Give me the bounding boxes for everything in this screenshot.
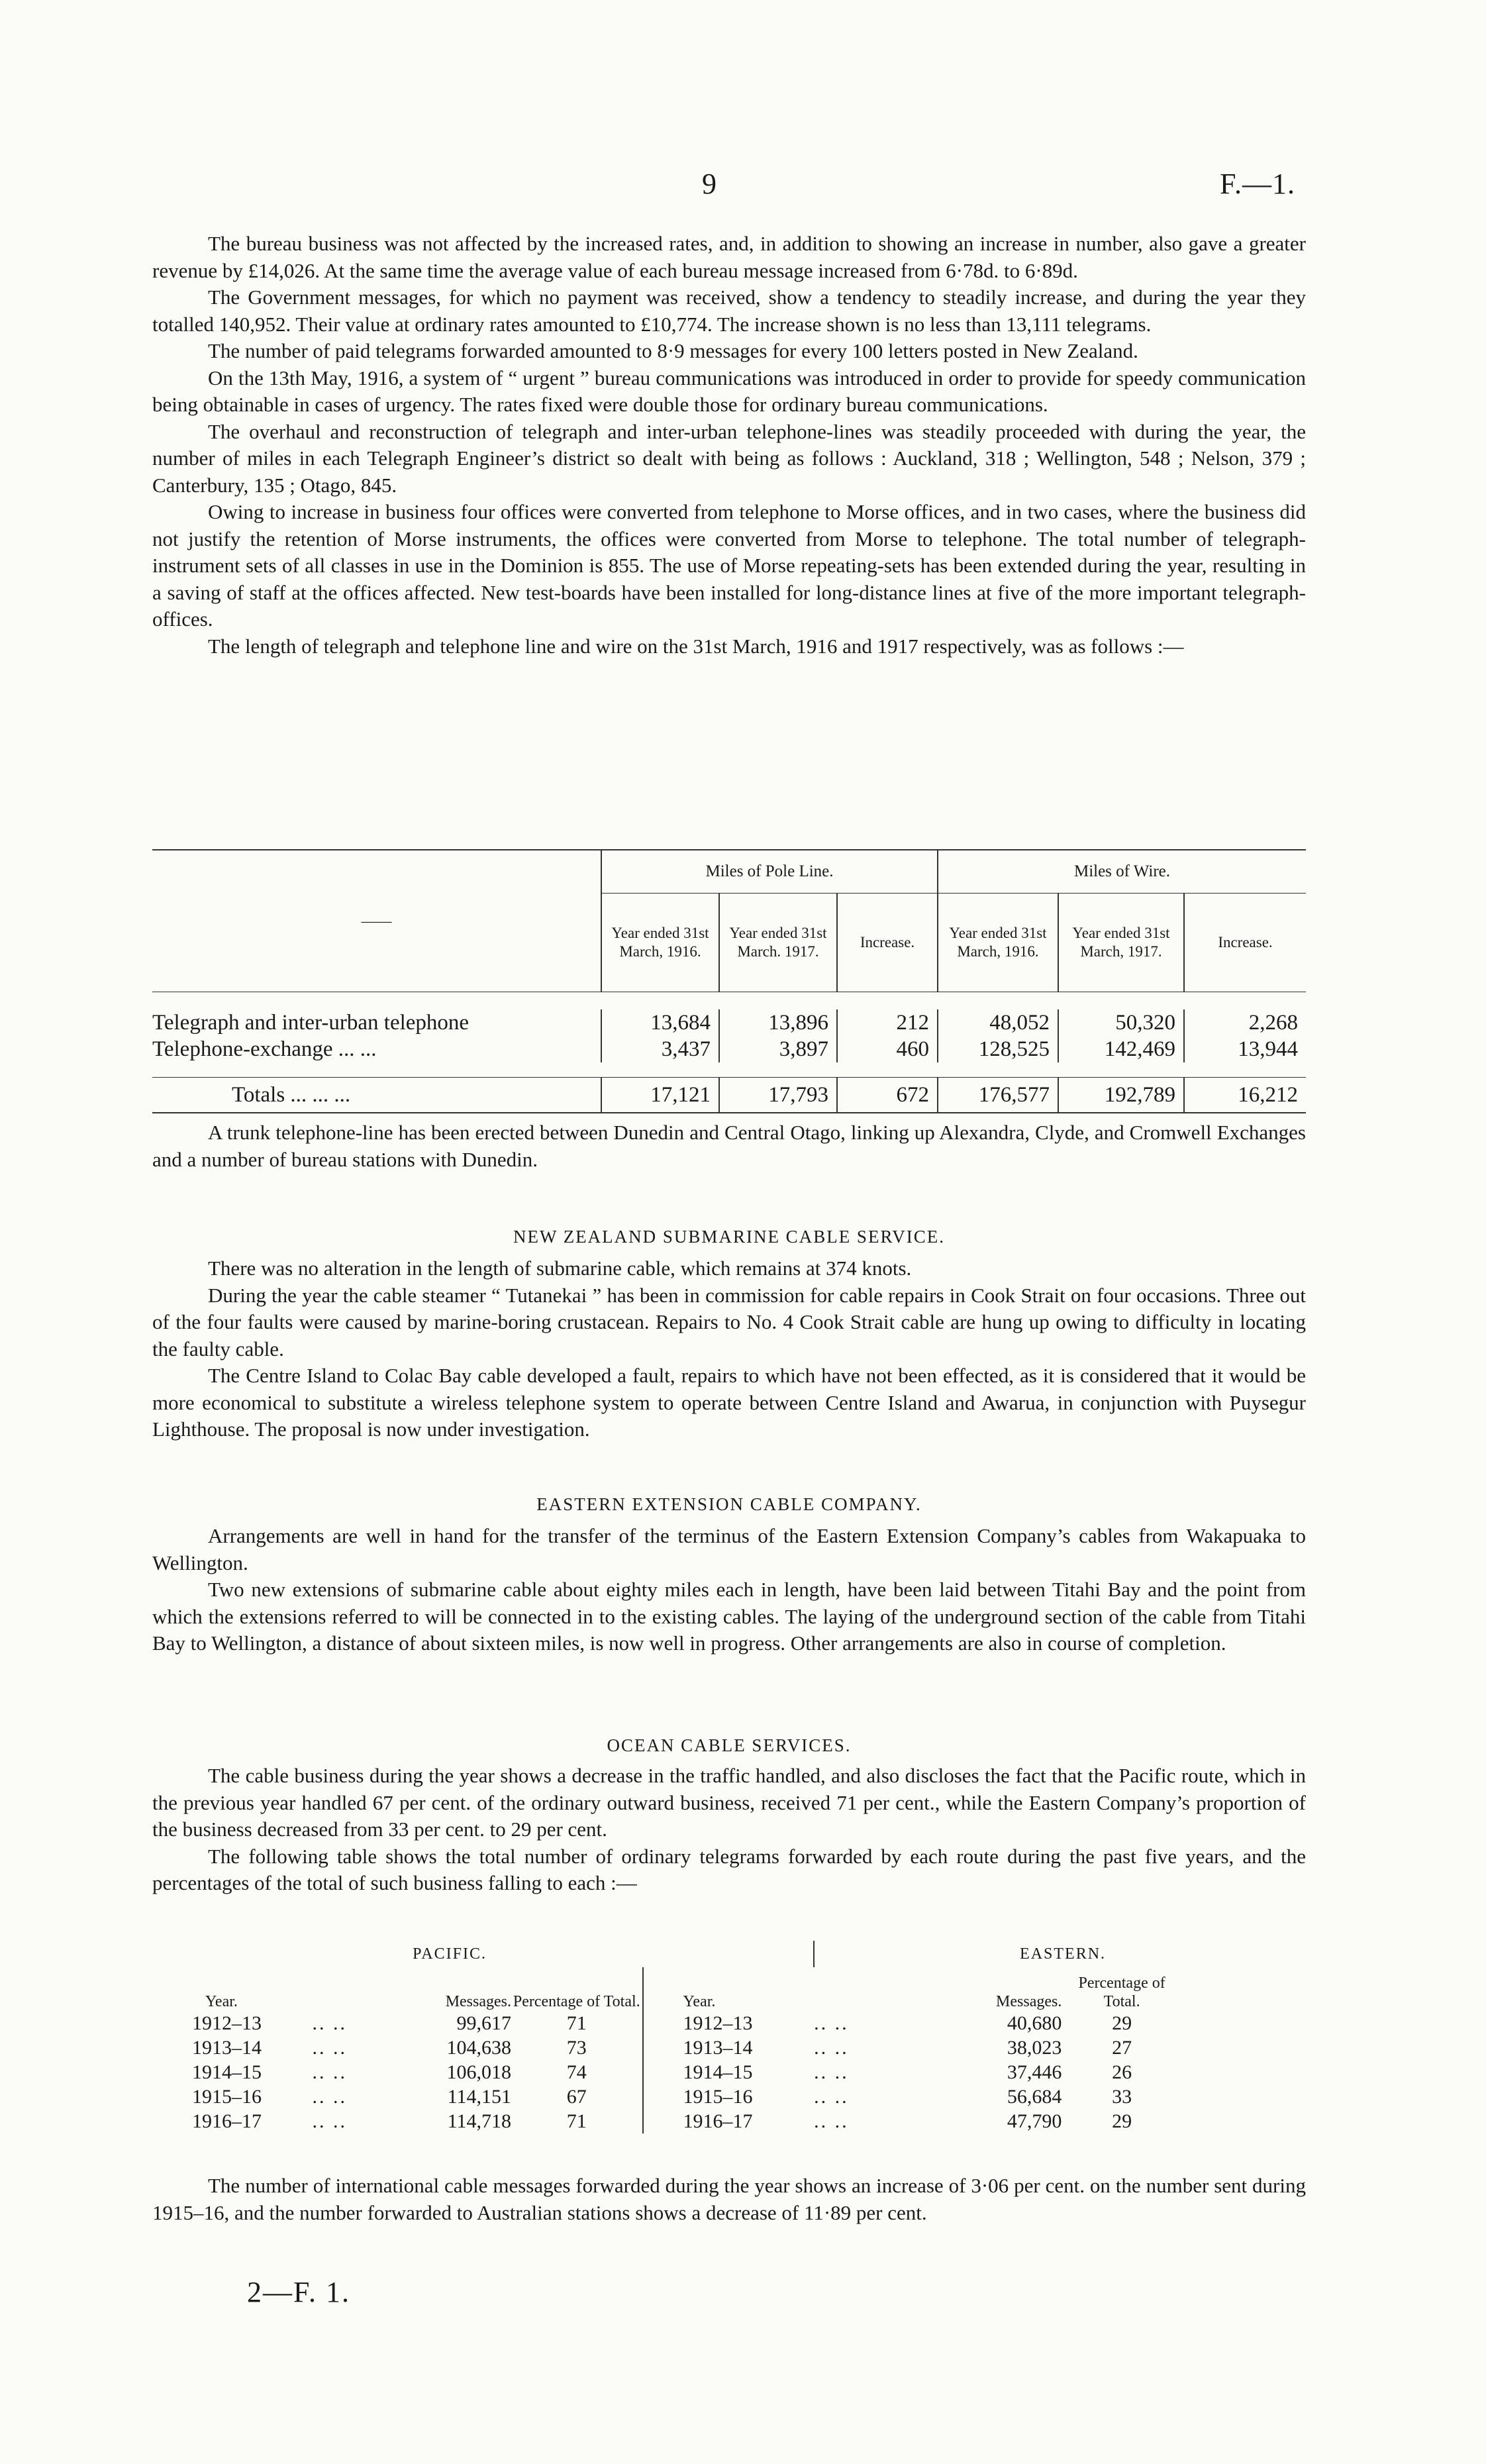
paragraph-government-messages: The Government messages, for which no payment was received, show a tendency to steadily increase, and during the year they totalled 140,952. Their value at ordinary rates amounted to £10,774. The increase shown is no less than 13,111 telegrams. xyxy=(152,285,1306,336)
leader-dots: .. .. xyxy=(312,2037,347,2059)
page-number: 9 xyxy=(702,168,717,200)
table-row xyxy=(192,2109,1311,2133)
cell: 3,897 xyxy=(719,1036,837,1062)
leader-dots: .. .. xyxy=(312,2012,347,2034)
header-wire-increase: Increase. xyxy=(1184,894,1306,992)
table-row xyxy=(192,2011,1311,2035)
cell-percentage: 73 xyxy=(566,2037,587,2059)
leader-dots: .. .. xyxy=(814,2061,849,2083)
header-percentage: Percentage of Total. xyxy=(513,1993,640,2010)
cell: 13,896 xyxy=(719,1009,837,1036)
cell: 142,469 xyxy=(1058,1036,1184,1062)
header-year: Year. xyxy=(643,1967,815,2011)
leader-dots: .. .. xyxy=(312,2110,347,2132)
ocean-routes-table xyxy=(192,1941,1311,2133)
header-pole-1917: Year ended 31st March. 1917. xyxy=(719,894,837,992)
cell-percentage: 33 xyxy=(1112,2086,1132,2108)
paragraph-international-messages: The number of international cable messages forwarded during the year shows an increase of 3·06 per cent. on the number sent during 1915–16, and the number forwarded to Australian stations shows a decrease of 11·89 per cent. xyxy=(152,2174,1306,2224)
cell-year: 1916–17 xyxy=(643,2109,815,2133)
paragraph-bureau-business: The bureau business was not affected by the increased rates, and, in addition to showing an increase in number, also gave a greater revenue by £14,026. At the same time the average value of each bureau message increased from 6·78d. to 6·89d. xyxy=(152,232,1306,282)
paragraph: During the year the cable steamer “ Tutanekai ” has been in commission for cable repairs in Cook Strait on four occasions. Three out of the four faults were caused by marine-boring crustacean. Repairs to No. 4 Cook Strait cable are hung up owing to difficulty in locating the faulty cable. xyxy=(152,1283,1306,1360)
cell: 50,320 xyxy=(1058,1009,1184,1036)
cell-percentage: 71 xyxy=(566,2012,587,2034)
totals-row xyxy=(152,1078,1306,1113)
line-wire-table xyxy=(152,849,1306,1113)
cell-year: 1915–16 xyxy=(192,2086,262,2108)
header-pole-1916: Year ended 31st March, 1916. xyxy=(601,894,719,992)
cell-percentage: 27 xyxy=(1112,2037,1132,2059)
group-header-pole: Miles of Pole Line. xyxy=(601,850,938,894)
cell-year: 1912–13 xyxy=(643,2011,815,2035)
cell: 17,121 xyxy=(601,1078,719,1113)
cell-percentage: 67 xyxy=(566,2086,587,2108)
group-header-wire: Miles of Wire. xyxy=(938,850,1306,894)
cell: 48,052 xyxy=(938,1009,1058,1036)
header-wire-1917: Year ended 31st March, 1917. xyxy=(1058,894,1184,992)
cell-messages: 99,617 xyxy=(456,2012,512,2034)
leader-dots: .. .. xyxy=(814,2012,849,2034)
cell-year: 1913–14 xyxy=(643,2035,815,2060)
cell-messages: 38,023 xyxy=(1007,2037,1062,2059)
cell: 460 xyxy=(837,1036,938,1062)
cell-percentage: 74 xyxy=(566,2061,587,2083)
cell-year: 1912–13 xyxy=(192,2012,262,2034)
cell: 17,793 xyxy=(719,1078,837,1113)
paragraph: Two new extensions of submarine cable about eighty miles each in length, have been laid between Titahi Bay and the point from which the extensions referred to will be connected in to the existing cables. The laying of the underground section of the cable from Titahi Bay to Wellington, a distance of about sixteen miles, is now well in progress. Other arrangements are also in course of completion. xyxy=(152,1578,1306,1655)
pacific-title: PACIFIC. xyxy=(413,1945,487,1963)
cell-year: 1914–15 xyxy=(643,2060,815,2084)
cell-year: 1913–14 xyxy=(192,2037,262,2059)
cell-year: 1915–16 xyxy=(643,2084,815,2109)
cell-messages: 56,684 xyxy=(1007,2086,1062,2108)
paragraph-morse-offices: Owing to increase in business four offices were converted from telephone to Morse offices, and in two cases, where the business did not justify the retention of Morse instruments, the offices were converted from Morse to telephone. The total number of telegraph-instrument sets of all classes in use in the Dominion is 855. The use of Morse repeating-sets has been extended during the year, resulting in a saving of staff at the offices affected. New test-boards have been installed for long-distance lines at five of the more important telegraph-offices. xyxy=(152,500,1306,631)
cell-messages: 114,151 xyxy=(447,2086,512,2108)
table-row xyxy=(192,2060,1311,2084)
paragraph-urgent-bureau: On the 13th May, 1916, a system of “ urgent ” bureau communications was introduced in order to provide for speedy communication being obtainable in cases of urgency. The rates fixed were double those for ordinary bureau communications. xyxy=(152,366,1306,416)
cell-year: 1916–17 xyxy=(192,2110,262,2132)
cell: 16,212 xyxy=(1184,1078,1306,1113)
row-label: Telegraph and inter-urban telephone xyxy=(152,1011,470,1035)
cell-messages: 40,680 xyxy=(1007,2012,1062,2034)
cell-percentage: 29 xyxy=(1112,2012,1132,2034)
section-title: OCEAN CABLE SERVICES. xyxy=(607,1735,852,1755)
paragraph-line-length-intro: The length of telegraph and telephone line and wire on the 31st March, 1916 and 1917 respectively, was as follows :— xyxy=(208,634,1184,658)
eastern-title: EASTERN. xyxy=(814,1941,1311,1967)
paragraph-overhaul: The overhaul and reconstruction of telegraph and inter-urban telephone-lines was steadily proceeded with during the year, the number of miles in each Telegraph Engineer’s district so dealt with being as follows : Auckland, 318 ; Wellington, 548 ; Nelson, 379 ; Canterbury, 135 ; Otago, 845. xyxy=(152,419,1306,497)
paragraph: The following table shows the total number of ordinary telegrams forwarded by each route during the past five years, and the percentages of the total of such business falling to each :— xyxy=(152,1844,1306,1894)
table-row xyxy=(192,2035,1311,2060)
header-messages: Messages. xyxy=(996,1993,1062,2010)
table-corner: —— xyxy=(361,912,392,929)
cell: 176,577 xyxy=(938,1078,1058,1113)
section-title: NEW ZEALAND SUBMARINE CABLE SERVICE. xyxy=(513,1227,946,1247)
table-row xyxy=(192,2084,1311,2109)
page-reference: F.—1. xyxy=(1220,168,1295,200)
final-paragraph-block xyxy=(152,2173,1306,2226)
cell: 13,944 xyxy=(1184,1036,1306,1062)
cell-messages: 47,790 xyxy=(1007,2110,1062,2132)
section-ocean-cable xyxy=(152,1735,1306,1897)
cell: 128,525 xyxy=(938,1036,1058,1062)
cell: 212 xyxy=(837,1009,938,1036)
cell-messages: 104,638 xyxy=(446,2037,512,2059)
section-nz-submarine xyxy=(152,1227,1306,1443)
leader-dots: .. .. xyxy=(814,2110,849,2132)
table-row xyxy=(152,1009,1306,1036)
cell: 3,437 xyxy=(601,1036,719,1062)
intro-paragraphs xyxy=(152,231,1306,660)
paragraph: The Centre Island to Colac Bay cable developed a fault, repairs to which have not been effected, as it is considered that it would be more economical to substitute a wireless telephone system to operate between Centre Island and Awarua, in conjunction with Puysegur Lighthouse. The proposal is now under investigation. xyxy=(152,1364,1306,1441)
paragraph: There was no alteration in the length of submarine cable, which remains at 374 knots. xyxy=(208,1257,912,1280)
section-eastern-extension xyxy=(152,1494,1306,1657)
header-messages: Messages. xyxy=(445,1993,512,2010)
cell-messages: 106,018 xyxy=(446,2061,512,2083)
cell: 672 xyxy=(837,1078,938,1113)
leader-dots: .. .. xyxy=(814,2037,849,2059)
leader-dots: .. .. xyxy=(312,2086,347,2108)
cell: 2,268 xyxy=(1184,1009,1306,1036)
header-pole-increase: Increase. xyxy=(837,894,938,992)
header-percentage: Percentage of Total. xyxy=(1078,1975,1165,2010)
cell-messages: 37,446 xyxy=(1007,2061,1062,2083)
row-label: Telephone-exchange ... ... xyxy=(152,1037,377,1061)
cell-percentage: 29 xyxy=(1112,2110,1132,2132)
paragraph: The cable business during the year shows a decrease in the traffic handled, and also discloses the fact that the Pacific route, which in the previous year handled 67 per cent. of the ordinary outward business, received 71 per cent., while the Eastern Company’s proportion of the business decreased from 33 per cent. to 29 per cent. xyxy=(152,1764,1306,1841)
leader-dots: .. .. xyxy=(312,2061,347,2083)
header-wire-1916: Year ended 31st March, 1916. xyxy=(938,894,1058,992)
footer-signature: 2—F. 1. xyxy=(247,2276,350,2308)
leader-dots: .. .. xyxy=(814,2086,849,2108)
cell-year: 1914–15 xyxy=(192,2061,262,2083)
section-title: EASTERN EXTENSION CABLE COMPANY. xyxy=(536,1494,922,1514)
trunk-line-paragraph xyxy=(152,1119,1306,1173)
cell-messages: 114,718 xyxy=(447,2110,512,2132)
cell-percentage: 71 xyxy=(566,2110,587,2132)
header-year: Year. xyxy=(205,1993,238,2010)
table-row xyxy=(152,1036,1306,1062)
paragraph-trunk-line: A trunk telephone-line has been erected between Dunedin and Central Otago, linking up Alexandra, Clyde, and Cromwell Exchanges and a number of bureau stations with Dunedin. xyxy=(152,1121,1306,1171)
paragraph-paid-telegrams: The number of paid telegrams forwarded amounted to 8·9 messages for every 100 letters posted in New Zealand. xyxy=(208,339,1138,362)
totals-label: Totals ... ... ... xyxy=(232,1083,351,1107)
cell: 13,684 xyxy=(601,1009,719,1036)
paragraph: Arrangements are well in hand for the transfer of the terminus of the Eastern Extension Company’s cables from Wakapuaka to Wellington. xyxy=(152,1524,1306,1574)
cell: 192,789 xyxy=(1058,1078,1184,1113)
cell-percentage: 26 xyxy=(1112,2061,1132,2083)
